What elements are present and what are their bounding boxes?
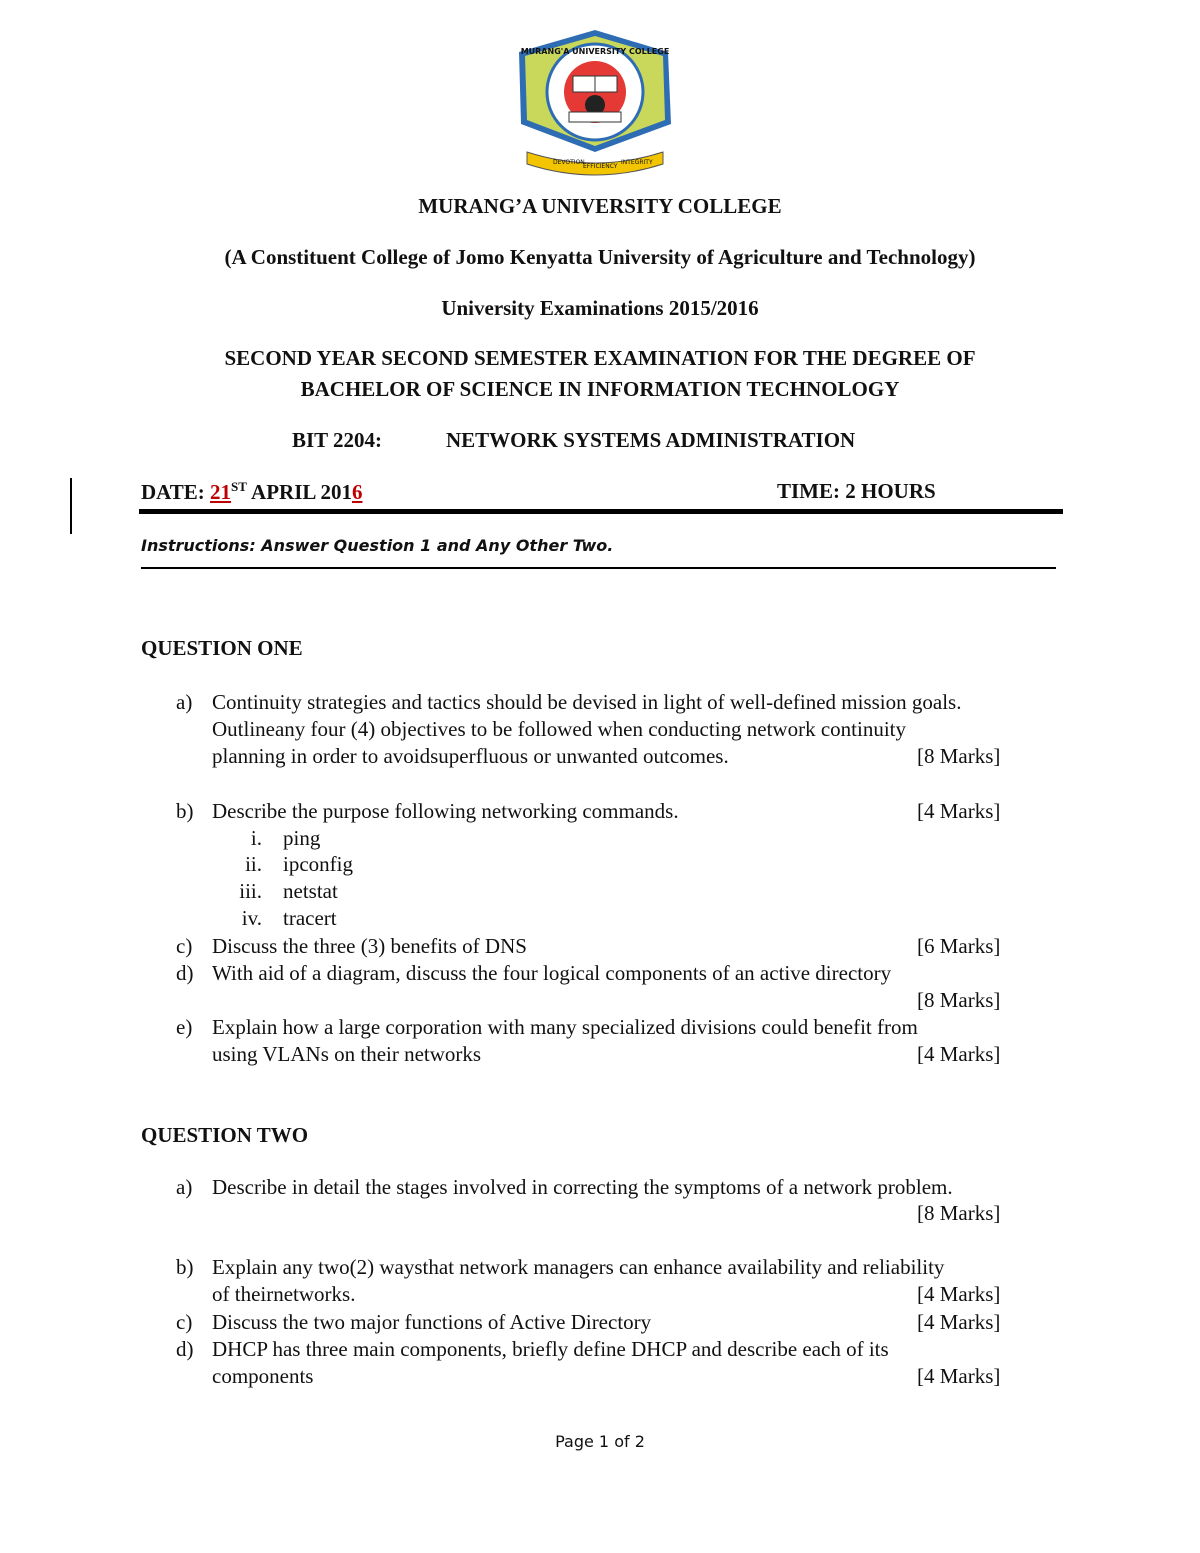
exam-date — [141, 479, 362, 505]
q2-d-line-2: components — [212, 1364, 314, 1388]
q2-b-marks: [4 Marks] — [917, 1282, 1001, 1306]
constituent-line: (A Constituent College of Jomo Kenyatta University of Agriculture and Technology) — [224, 245, 976, 269]
date-day: 21 — [210, 480, 232, 504]
cmd-name: ping — [283, 826, 321, 850]
q2-b-label: b) — [176, 1255, 194, 1279]
logo-text: MURANG'A UNIVERSITY COLLEGE — [520, 47, 670, 56]
college-logo — [513, 28, 677, 176]
q2-b-line-2: of theirnetworks. — [212, 1282, 356, 1306]
q2-a-marks: [8 Marks] — [917, 1201, 1001, 1225]
q1-c-line-1: Discuss the three (3) benefits of DNS — [212, 934, 527, 958]
q1-e-line-2: using VLANs on their networks — [212, 1042, 482, 1066]
q1-a-line-2: Outlineany four (4) objectives to be followed when conducting network continuity — [212, 717, 906, 741]
date-suffix: ST — [231, 479, 247, 494]
q1-d-label: d) — [176, 961, 194, 985]
exam-title-line-2: BACHELOR OF SCIENCE IN INFORMATION TECHNOLOGY — [300, 377, 900, 401]
date-label: DATE: — [141, 480, 205, 504]
q1-b-label: b) — [176, 799, 194, 823]
q1-c-marks: [6 Marks] — [917, 934, 1001, 958]
exam-time: TIME: 2 HOURS — [777, 479, 936, 503]
question-one-title: QUESTION ONE — [141, 636, 303, 660]
exam-title-line-1: SECOND YEAR SECOND SEMESTER EXAMINATION FOR THE DEGREE OF — [224, 346, 976, 370]
q2-c-label: c) — [176, 1310, 193, 1334]
q1-d-line-1: With aid of a diagram, discuss the four logical components of an active directory — [212, 961, 892, 985]
q2-d-label: d) — [176, 1337, 194, 1361]
instructions: Instructions: Answer Question 1 and Any Other Two. — [141, 536, 614, 555]
cmd-name: ipconfig — [283, 852, 353, 876]
q2-b-line-1: Explain any two(2) waysthat network managers can enhance availability and reliability — [212, 1255, 945, 1279]
q2-d-line-1: DHCP has three main components, briefly define DHCP and describe each of its — [212, 1337, 889, 1361]
institution-title: MURANG’A UNIVERSITY COLLEGE — [418, 194, 782, 218]
instructions-rule — [141, 567, 1056, 569]
q1-e-line-1: Explain how a large corporation with many specialized divisions could benefit from — [212, 1015, 918, 1039]
cmd-number: iv. — [241, 906, 262, 930]
q2-a-label: a) — [176, 1175, 193, 1199]
cmd-number: ii. — [245, 852, 262, 876]
q1-a-line-3: planning in order to avoidsuperfluous or unwanted outcomes. — [212, 744, 729, 768]
q1-e-label: e) — [176, 1015, 193, 1039]
q1-e-marks: [4 Marks] — [917, 1042, 1001, 1066]
question-two-title: QUESTION TWO — [141, 1123, 309, 1147]
logo-motto-2: EFFICIENCY — [583, 163, 618, 170]
q1-c-label: c) — [176, 934, 193, 958]
header-rule — [139, 509, 1063, 514]
q1-a-marks: [8 Marks] — [917, 744, 1001, 768]
q1-a-line-1: Continuity strategies and tactics should be devised in light of well-defined mission goals. — [212, 690, 962, 714]
margin-revision-bar — [70, 478, 72, 534]
cmd-name: netstat — [283, 879, 338, 903]
q1-b-marks: [4 Marks] — [917, 799, 1001, 823]
q2-c-line-1: Discuss the two major functions of Active Directory — [212, 1310, 652, 1334]
logo-motto-3: INTEGRITY — [621, 159, 653, 166]
q2-d-marks: [4 Marks] — [917, 1364, 1001, 1388]
page-number: Page 1 of 2 — [555, 1432, 645, 1451]
cmd-number: iii. — [239, 879, 262, 903]
q2-a-line-1: Describe in detail the stages involved in correcting the symptoms of a network problem. — [212, 1175, 953, 1199]
q1-b-line-1: Describe the purpose following networking commands. — [212, 799, 679, 823]
q1-a-label: a) — [176, 690, 193, 714]
date-month-year: APRIL 201 — [251, 480, 352, 504]
cmd-name: tracert — [283, 906, 337, 930]
q1-d-marks: [8 Marks] — [917, 988, 1001, 1012]
cmd-number: i. — [250, 826, 262, 850]
logo-motto-1: DEVOTION — [553, 159, 585, 166]
q2-c-marks: [4 Marks] — [917, 1310, 1001, 1334]
course-code: BIT 2204: — [292, 428, 383, 452]
course-name: NETWORK SYSTEMS ADMINISTRATION — [446, 428, 856, 452]
exam-year: University Examinations 2015/2016 — [441, 296, 759, 320]
date-year-last: 6 — [351, 480, 363, 504]
